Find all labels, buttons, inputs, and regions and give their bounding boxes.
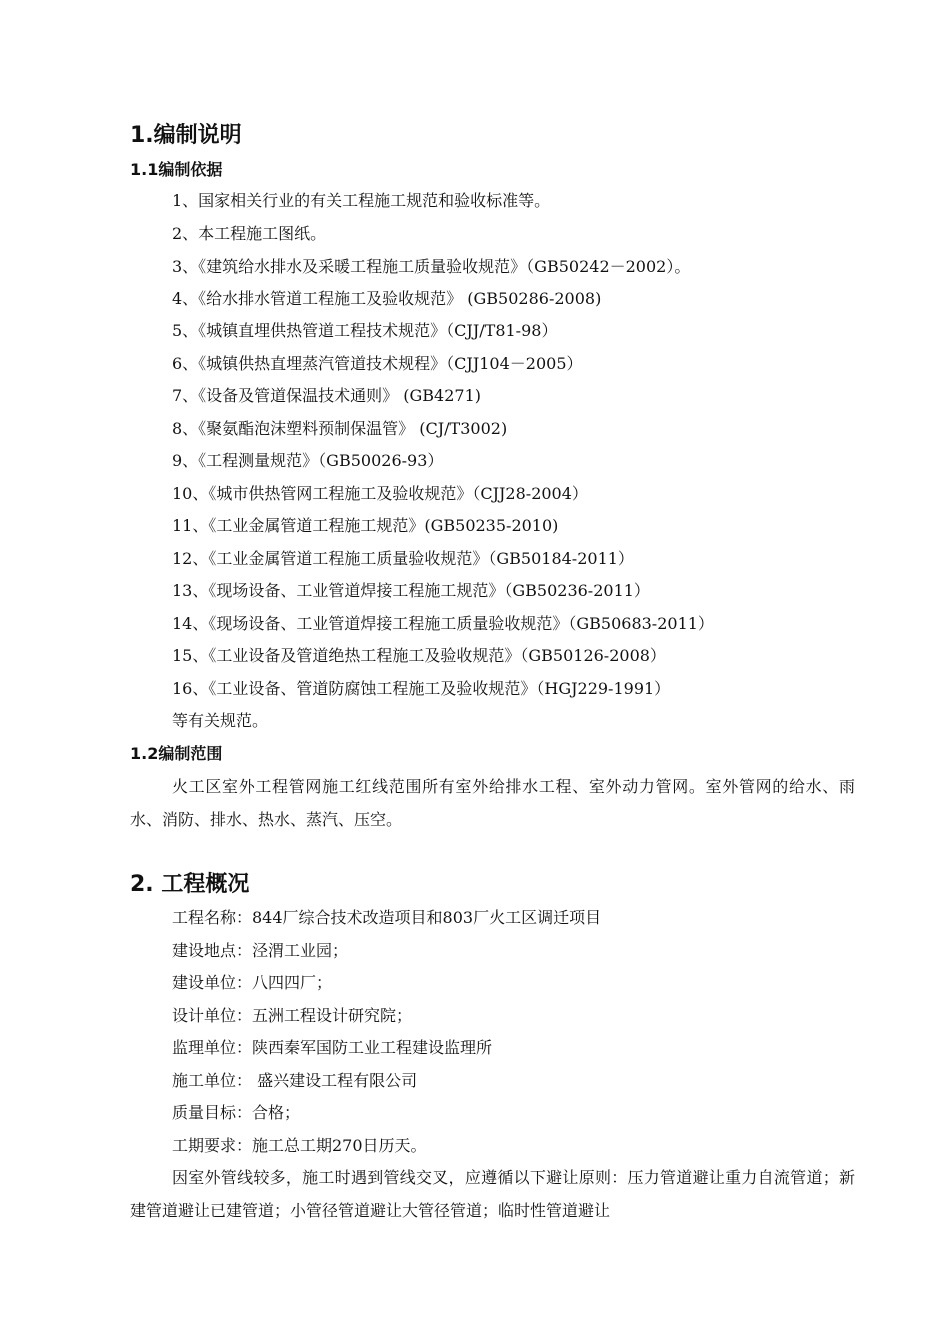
overview-item: 工期要求：施工总工期270日历天。 <box>172 1136 427 1155</box>
overview-item: 建设单位：八四四厂； <box>172 973 333 992</box>
basis-item: 14、《现场设备、工业管道焊接工程施工质量验收规范》（GB50683-2011） <box>172 614 714 633</box>
basis-item: 2、本工程施工图纸。 <box>172 224 327 243</box>
basis-item: 16、《工业设备、管道防腐蚀工程施工及验收规范》（HGJ229-1991） <box>172 679 671 698</box>
section-2-heading: 2. 工程概况 <box>130 872 250 897</box>
subsection-1-2-heading: 1.2编制范围 <box>130 744 223 763</box>
basis-item: 15、《工业设备及管道绝热工程施工及验收规范》（GB50126-2008） <box>172 646 666 665</box>
basis-item: 12、《工业金属管道工程施工质量验收规范》（GB50184-2011） <box>172 549 634 568</box>
subsection-1-1-heading: 1.1编制依据 <box>130 160 223 179</box>
overview-item: 监理单位：陕西秦军国防工业工程建设监理所 <box>172 1038 493 1057</box>
avoidance-paragraph: 因室外管线较多，施工时遇到管线交叉，应遵循以下避让原则：压力管道避让重力自流管道；新建管道避让已建管道；小管径管道避让大管径管道；临时性管道避让 <box>130 1168 855 1220</box>
overview-item: 质量目标：合格； <box>172 1103 301 1122</box>
basis-item: 4、《给水排水管道工程施工及验收规范》 (GB50286-2008) <box>172 289 602 308</box>
basis-item: 8、《聚氨酯泡沫塑料预制保温管》 (CJ/T3002) <box>172 419 508 438</box>
basis-item: 11、《工业金属管道工程施工规范》(GB50235-2010) <box>172 516 559 535</box>
basis-item: 5、《城镇直埋供热管道工程技术规范》（CJJ/T81-98） <box>172 321 558 340</box>
basis-item: 9、《工程测量规范》（GB50026-93） <box>172 451 444 470</box>
basis-item: 3、《建筑给水排水及采暖工程施工质量验收规范》（GB50242－2002）。 <box>172 257 691 276</box>
section-1-heading: 1.编制说明 <box>130 123 242 148</box>
basis-item: 13、《现场设备、工业管道焊接工程施工规范》（GB50236-2011） <box>172 581 650 600</box>
basis-item: 1、国家相关行业的有关工程施工规范和验收标准等。 <box>172 191 551 210</box>
basis-item: 6、《城镇供热直埋蒸汽管道技术规程》（CJJ104－2005） <box>172 354 583 373</box>
scope-paragraph: 火工区室外工程管网施工红线范围所有室外给排水工程、室外动力管网。室外管网的给水、雨水、消防、排水、热水、蒸汽、压空。 <box>130 777 855 829</box>
basis-item: 10、《城市供热管网工程施工及验收规范》（CJJ28-2004） <box>172 484 588 503</box>
basis-item: 等有关规范。 <box>172 711 269 730</box>
overview-item: 建设地点：泾渭工业园； <box>172 941 349 960</box>
overview-item: 设计单位：五洲工程设计研究院； <box>172 1006 413 1025</box>
basis-item: 7、《设备及管道保温技术通则》 (GB4271) <box>172 386 482 405</box>
overview-item: 施工单位： 盛兴建设工程有限公司 <box>172 1071 418 1090</box>
overview-item: 工程名称：844厂综合技术改造项目和803厂火工区调迁项目 <box>172 908 602 927</box>
